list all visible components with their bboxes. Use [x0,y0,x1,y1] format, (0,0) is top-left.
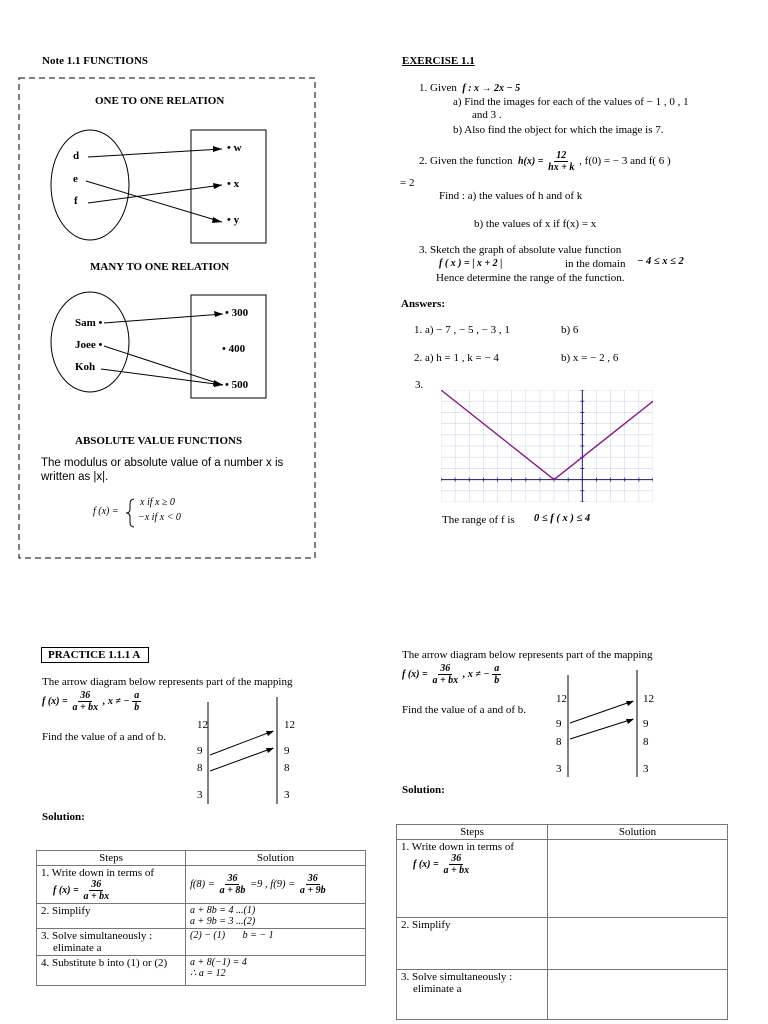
practice2-right-12: 12 [643,693,654,705]
absolute-fx: f (x) = [93,506,119,517]
practice2-left-3: 3 [556,763,562,775]
practice-right-3: 3 [284,789,290,801]
answer-2b: b) x = − 2 , 6 [561,352,619,364]
exercise-title: EXERCISE 1.1 [402,55,475,67]
absolute-case-2: −x if x < 0 [138,512,181,523]
q2-cont: = 2 [400,177,415,189]
codomain-300: • 300 [225,307,249,319]
practice2-right-8: 8 [643,736,649,748]
codomain-w: • w [227,142,242,154]
absolute-heading: ABSOLUTE VALUE FUNCTIONS [75,435,243,447]
absolute-case-1: x if x ≥ 0 [140,497,175,508]
table-row: 4. Substitute b into (1) or (2) a + 8(−1) = 4 ∴ a = 12 [37,956,366,986]
practice2-mapping: f (x) = $\frac{36}{a + bx}$ , x ≠ − $\frac{a}{b}$ [402,663,500,686]
many-to-one-heading: MANY TO ONE RELATION [90,261,230,273]
q2-find-a: Find : a) the values of h and of k [439,190,583,202]
answer-1a: 1. a) − 7 , − 5 , − 3 , 1 [414,324,510,336]
domain-e: e [73,173,78,185]
table-row: 3. Solve simultaneously : eliminate a [397,970,728,1020]
practice-find: Find the value of a and of b. [42,731,167,743]
practice2-intro: The arrow diagram below represents part of the mapping [402,649,653,661]
practice-intro: The arrow diagram below represents part of the mapping [42,676,293,688]
table-row: 1. Write down in terms of f (x) = $\frac{36}{a + bx}$ f(8) = $\frac{36}{a + 8b}$ =9 , f(9) = $\frac{36}{a + 9b}$ [37,866,366,904]
solution-header: Solution [548,825,728,840]
answer-1b: b) 6 [561,324,579,336]
arrow-e-y [86,181,222,222]
piecewise-brace [126,499,134,527]
table-row: 3. Solve simultaneously : eliminate a (2) − (1) b = − 1 [37,929,366,956]
steps-header: Steps [37,851,186,866]
codomain-500: • 500 [225,379,249,391]
practice-left-12: 12 [197,719,208,731]
practice-arrow-diagram [190,692,310,812]
practice-left-3: 3 [197,789,203,801]
arrow-koh-500 [101,369,223,385]
answers-title: Answers: [401,298,445,310]
practice-mapping: f (x) = $\frac{36}{a + bx}$ , x ≠ − $\frac{a}{b}$ [42,690,140,713]
practice2-right-9: 9 [643,718,649,730]
domain-ellipse-1 [51,130,129,240]
q3-line3: Hence determine the range of the function. [436,272,625,284]
q1-b: b) Also find the object for which the image is 7. [453,124,664,136]
q3-domain-label: in the domain [565,258,626,270]
range-label: The range of f is [442,514,515,526]
practice-right-12: 12 [284,719,295,731]
codomain-x: • x [227,178,240,190]
practice2-left-9: 9 [556,718,562,730]
note-title: Note 1.1 FUNCTIONS [42,55,149,67]
domain-koh: Koh [75,361,96,373]
q3-func: f ( x ) = | x + 2 | [439,258,503,269]
practice-left-9: 9 [197,745,203,757]
practice-left-8: 8 [197,762,203,774]
table-row: 2. Simplify [397,918,728,970]
practice2-left-8: 8 [556,736,562,748]
q1-a: a) Find the images for each of the values of − 1 , 0 , 1 [453,96,689,108]
domain-sam: Sam • [75,317,103,329]
practice2-solution-label: Solution: [402,784,445,796]
q2-find-b: b) the values of x if f(x) = x [474,218,597,230]
domain-joee: Joee • [75,339,103,351]
q3-line1: 3. Sketch the graph of absolute value function [419,244,622,256]
practice2-find: Find the value of a and of b. [402,704,527,716]
answer-2a: 2. a) h = 1 , k = − 4 [414,352,499,364]
q1-line: 1. Given f : x → 2x − 5 [419,82,521,94]
codomain-400: • 400 [222,343,246,355]
steps-header: Steps [397,825,548,840]
range-value: 0 ≤ f ( x ) ≤ 4 [534,513,591,524]
absolute-text-1: The modulus or absolute value of a number x is [41,457,284,469]
q3-domain: − 4 ≤ x ≤ 2 [637,256,684,267]
codomain-y: • y [227,214,240,226]
domain-f: f [74,195,78,207]
practice-right-9: 9 [284,745,290,757]
absolute-value-chart [441,390,653,502]
arrow-joee-500 [104,346,223,385]
q1-a-cont: and 3 . [472,109,502,121]
table-row: 2. Simplify a + 8b = 4 ...(1) a + 9b = 3 ...(2) [37,904,366,929]
answer-3: 3. [415,379,424,391]
practice-solution-label: Solution: [42,811,85,823]
practice-right-8: 8 [284,762,290,774]
arrow-d-w [88,149,222,157]
domain-d: d [73,150,80,162]
practice-steps-table [36,850,366,986]
practice2-steps-table [396,824,728,1020]
q2-line: 2. Given the function h(x) = $\frac{12}{hx + k}$ , f(0) = − 3 and f( 6 ) [419,150,671,173]
one-to-one-heading: ONE TO ONE RELATION [95,95,225,107]
solution-header: Solution [186,851,366,866]
absolute-text-2: written as |x|. [41,471,109,483]
practice-title: PRACTICE 1.1.1 A [41,647,149,663]
practice2-arrow-diagram [550,665,670,785]
practice2-right-3: 3 [643,763,649,775]
practice2-left-12: 12 [556,693,567,705]
table-row: 1. Write down in terms of f (x) = $\frac{36}{a + bx}$ [397,840,728,918]
arrow-sam-300 [104,314,223,323]
